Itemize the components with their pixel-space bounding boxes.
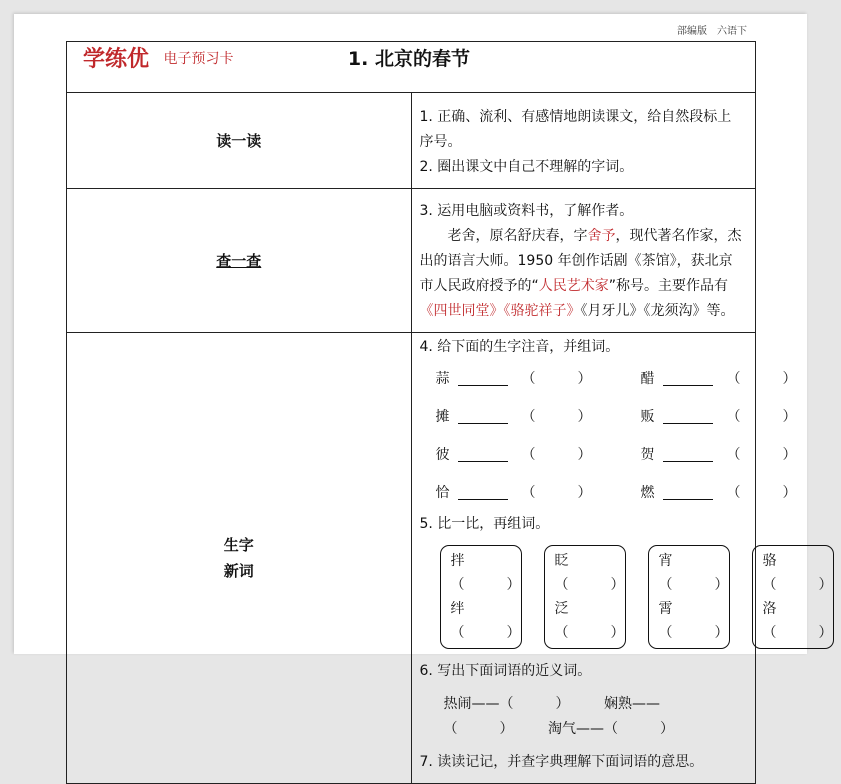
char-item: 燃 （ ） xyxy=(640,485,797,501)
author-bio: 老舍，原名舒庆春，字舍予，现代著名作家，杰出的语言大师。1950 年创作话剧《茶馆》，获北京市人民政府授予的“人民艺术家”称号。主要作品有《四世同堂》《骆驼祥子》《月牙儿》《龙须沟》等。 xyxy=(419,228,742,319)
char-item: 摊 （ ） xyxy=(435,409,592,425)
char-item: 蒜 （ ） xyxy=(435,371,592,387)
compare-box: 眨（ ） 泛（ ） xyxy=(544,545,626,649)
task-5: 5. 比一比，再组词。 xyxy=(419,516,550,532)
synonym-item: 热闹——（ ） xyxy=(443,696,570,712)
edition-tag: 部编版 六语下 xyxy=(677,26,747,37)
pinyin-blank[interactable] xyxy=(663,369,713,386)
task-2: 2. 圈出课文中自己不理解的字词。 xyxy=(419,159,634,175)
compare-box: 骆（ ） 洛（ ） xyxy=(752,545,834,649)
section-check xyxy=(67,189,756,333)
pinyin-blank[interactable] xyxy=(458,445,508,462)
section-label-check: 查一查 xyxy=(67,189,412,333)
task-1: 1. 正确、流利、有感情地朗读课文，给自然段标上序号。 xyxy=(419,109,732,150)
synonym-row xyxy=(444,692,746,742)
pinyin-blank[interactable] xyxy=(663,483,713,500)
pinyin-blank[interactable] xyxy=(663,407,713,424)
document-page xyxy=(14,14,833,770)
char-item: 贩 （ ） xyxy=(640,409,797,425)
section-label-vocab: 生字 新词 xyxy=(67,333,412,784)
char-item: 恰 （ ） xyxy=(435,485,592,501)
synonym-item: 淘气——（ ） xyxy=(547,721,674,737)
task-6: 6. 写出下面词语的近义词。 xyxy=(419,663,592,679)
pinyin-grid xyxy=(435,366,797,506)
preview-card-table xyxy=(66,41,833,784)
section-vocab xyxy=(67,333,756,784)
header-row xyxy=(67,42,756,93)
pinyin-blank[interactable] xyxy=(458,369,508,386)
pinyin-blank[interactable] xyxy=(458,483,508,500)
char-item: 彼 （ ） xyxy=(435,447,592,463)
brand-logo-text: 学练优 xyxy=(83,47,150,72)
compare-box: 拌（ ） 绊（ ） xyxy=(440,545,522,649)
task-3: 3. 运用电脑或资料书，了解作者。 xyxy=(419,203,634,219)
task-4: 4. 给下面的生字注音，并组词。 xyxy=(419,339,620,355)
char-item: 醋 （ ） xyxy=(640,371,797,387)
compare-boxes xyxy=(440,545,833,649)
char-item: 贺 （ ） xyxy=(640,447,797,463)
pinyin-blank[interactable] xyxy=(458,407,508,424)
section-label-read: 读一读 xyxy=(67,93,412,189)
synonym-item: 娴熟——（ ） xyxy=(443,696,660,737)
section-read xyxy=(67,93,756,189)
card-type: 电子预习卡 xyxy=(163,50,234,67)
pinyin-blank[interactable] xyxy=(663,445,713,462)
task-7: 7. 读读记记，并查字典理解下面词语的意思。 xyxy=(419,754,704,770)
compare-box: 宵（ ） 霄（ ） xyxy=(648,545,730,649)
lesson-title: 1. 北京的春节 xyxy=(347,48,470,70)
